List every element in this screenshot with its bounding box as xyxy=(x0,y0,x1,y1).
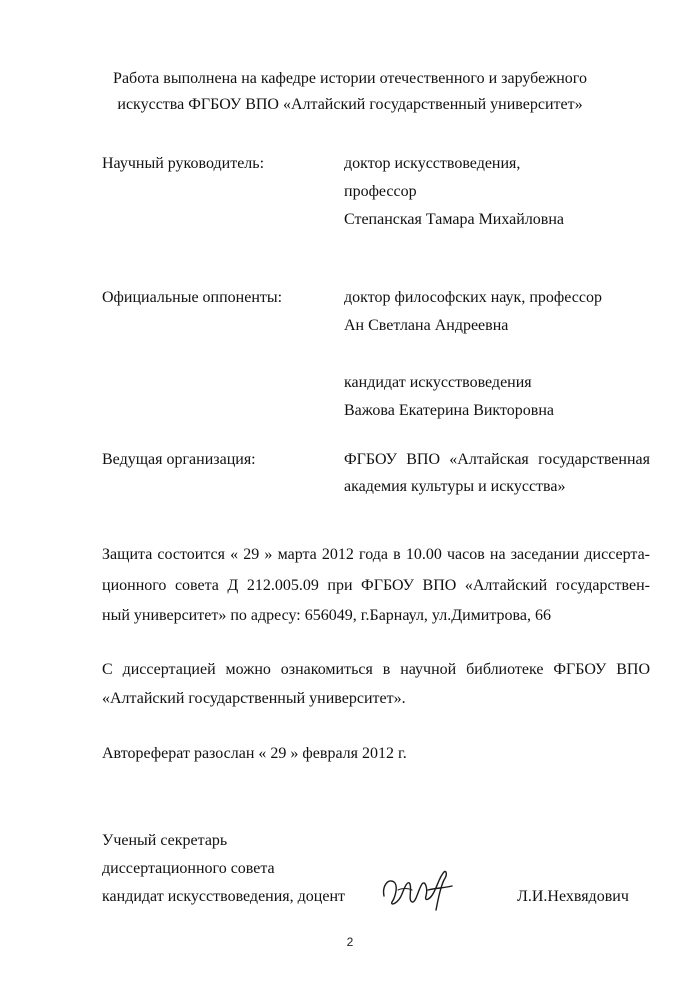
opponent-2-line-1: кандидат искусствоведения xyxy=(344,374,532,391)
supervisor-label: Научный руководитель: xyxy=(102,155,265,172)
opponent-2-line-2: Важова Екатерина Викторовна xyxy=(344,402,554,419)
secretary-line-3: кандидат искусствоведения, доцент xyxy=(102,888,346,905)
opponent-1-line-1: доктор философских наук, профессор xyxy=(344,289,602,306)
defense-line-1: Защита состоится « 29 » марта 2012 года в 10.00 часов на заседании диссерта- xyxy=(102,546,650,563)
secretary-line-2: диссертационного совета xyxy=(102,860,275,877)
supervisor-line-1: доктор искусствоведения, xyxy=(344,155,521,172)
opponents-label: Официальные оппоненты: xyxy=(102,289,283,306)
secretary-name: Л.И.Нехвядович xyxy=(517,888,629,905)
header-line-2: искусства ФГБОУ ВПО «Алтайский государственный университет» xyxy=(117,96,583,113)
opponent-1-line-2: Ан Светлана Андреевна xyxy=(344,317,509,334)
supervisor-line-3: Степанская Тамара Михайловна xyxy=(344,211,565,228)
library-line-1: С диссертацией можно ознакомиться в научной библиотеке ФГБОУ ВПО xyxy=(102,661,650,678)
leading-org-line-2: академия культуры и искусства» xyxy=(344,478,566,495)
distribution-date: Автореферат разослан « 29 » февраля 2012 г. xyxy=(102,745,407,762)
leading-org-label: Ведущая организация: xyxy=(102,451,256,468)
secretary-line-1: Ученый секретарь xyxy=(102,832,228,849)
header-line-1: Работа выполнена на кафедре истории отечественного и зарубежного xyxy=(113,70,587,87)
defense-line-3: ный университет» по адресу: 656049, г.Барнаул, ул.Димитрова, 66 xyxy=(102,607,551,624)
library-line-2: «Алтайский государственный университет». xyxy=(102,690,406,707)
handwritten-signature xyxy=(378,866,456,916)
supervisor-line-2: профессор xyxy=(344,183,417,200)
page-number: 2 xyxy=(346,935,354,949)
defense-line-2: ционного совета Д 212.005.09 при ФГБОУ ВПО «Алтайский государствен- xyxy=(102,577,650,594)
leading-org-line-1: ФГБОУ ВПО «Алтайская государственная xyxy=(344,451,650,468)
